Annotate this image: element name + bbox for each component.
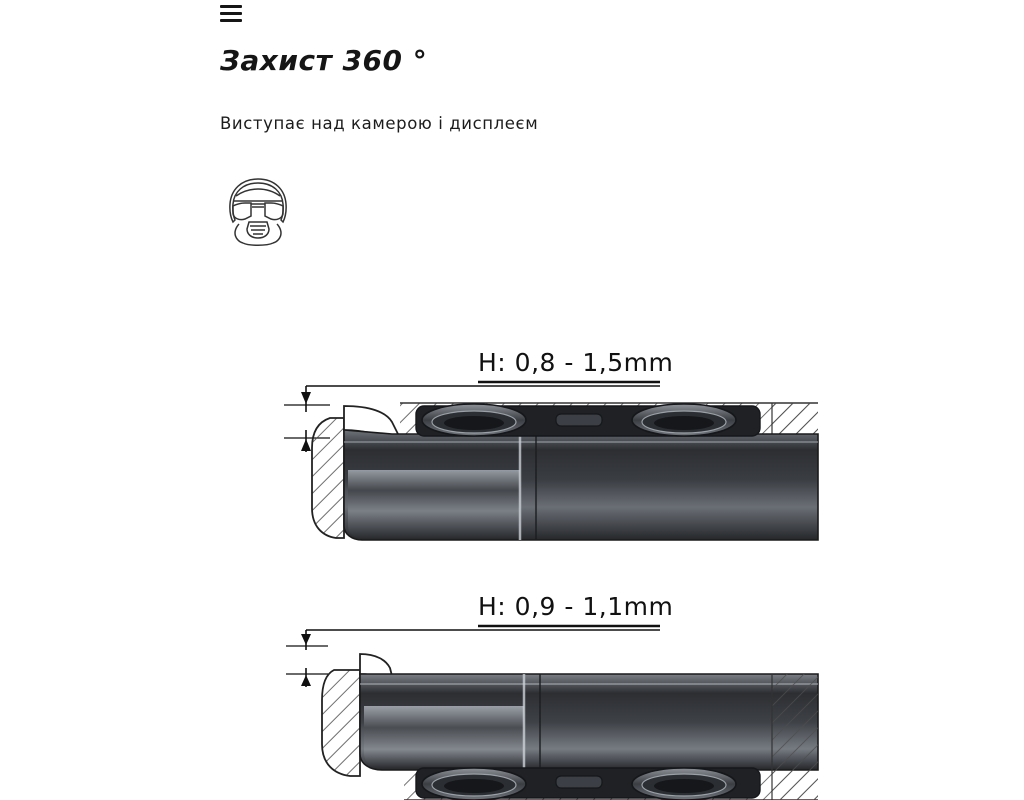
page-subtitle: Виступає над камерою і дисплеєм — [220, 114, 539, 133]
page-title: Захист 360 ° — [220, 44, 428, 77]
menu-bar-3 — [220, 19, 242, 22]
menu-bar-2 — [220, 12, 242, 15]
figure-display-protrusion — [0, 578, 1024, 800]
stormtrooper-helmet-icon — [219, 176, 297, 250]
hamburger-menu-icon[interactable] — [220, 2, 244, 24]
dimension-label-camera: H: 0,8 - 1,5mm — [478, 348, 674, 377]
menu-bar-1 — [220, 5, 242, 8]
figure-camera-protrusion — [0, 330, 1024, 565]
dimension-label-display: H: 0,9 - 1,1mm — [478, 592, 674, 621]
